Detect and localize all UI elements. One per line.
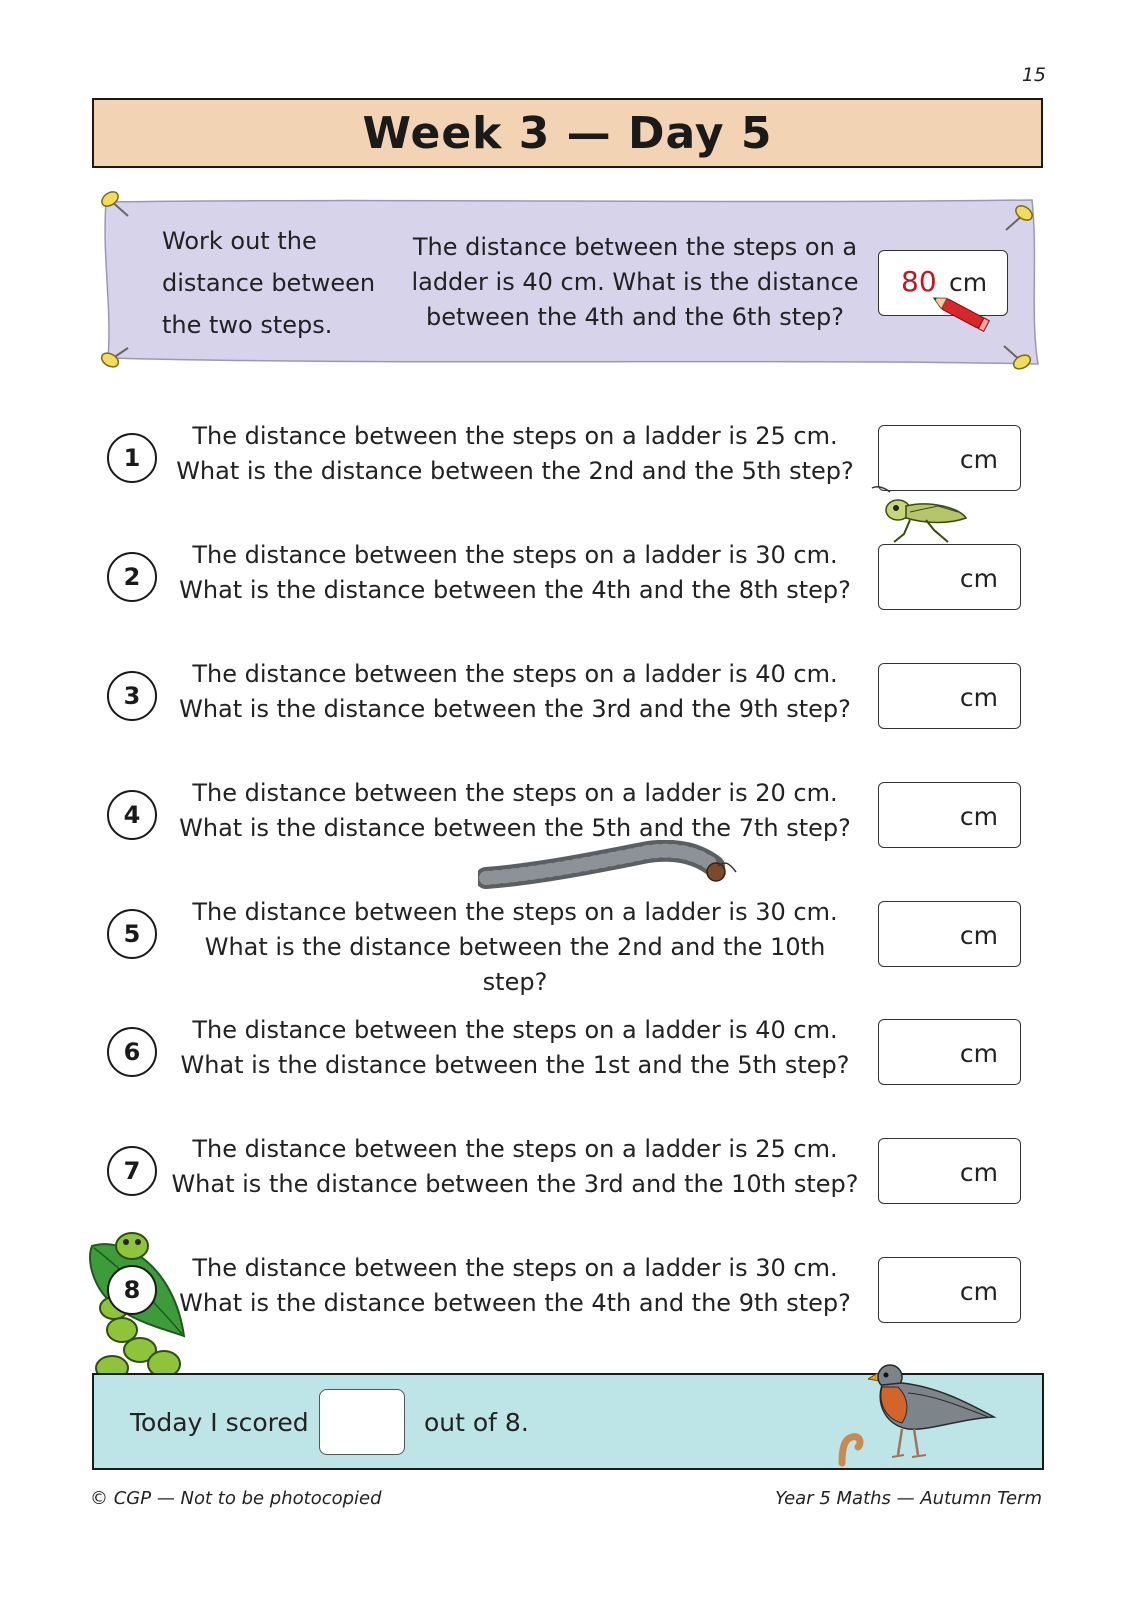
answer-unit: cm <box>959 445 998 474</box>
answer-unit: cm <box>959 921 998 950</box>
pin-icon <box>996 336 1036 376</box>
instruction-line: Work out the <box>162 227 317 255</box>
millipede-icon <box>478 840 740 896</box>
question-number: 7 <box>107 1146 157 1196</box>
question-line: The distance between the steps on a ladder is 30 cm. <box>192 898 838 926</box>
question-number: 3 <box>107 671 157 721</box>
question-text <box>170 538 860 608</box>
answer-box[interactable] <box>878 782 1021 848</box>
question-number: 1 <box>107 433 157 483</box>
pin-icon <box>998 200 1038 240</box>
score-bar <box>92 1373 1044 1470</box>
answer-unit: cm <box>959 1158 998 1187</box>
question-number: 2 <box>107 552 157 602</box>
question-line: What is the distance between the 3rd and the 10th step? <box>171 1170 859 1198</box>
question-line: The distance between the steps on a ladder is 40 cm. <box>192 660 838 688</box>
question-text <box>170 419 860 489</box>
answer-unit: cm <box>959 1277 998 1306</box>
pencil-icon <box>928 292 992 332</box>
score-label: Today I scored <box>130 1408 309 1437</box>
question-row <box>0 1013 1146 1093</box>
robin-icon <box>868 1359 998 1467</box>
question-row <box>0 657 1146 737</box>
question-row <box>0 538 1146 618</box>
question-number: 4 <box>107 790 157 840</box>
answer-unit: cm <box>959 1039 998 1068</box>
instruction-line: distance between <box>162 269 376 297</box>
example-instruction <box>162 220 382 346</box>
question-number: 8 <box>107 1265 157 1315</box>
question-line: What is the distance between the 4th and the 9th step? <box>179 1289 851 1317</box>
question-text <box>170 776 860 846</box>
instruction-line: the two steps. <box>162 311 333 339</box>
question-line: What is the distance between the 2nd and the 5th step? <box>176 457 854 485</box>
question-line: What is the distance between the 3rd and the 9th step? <box>179 695 851 723</box>
answer-box[interactable] <box>878 901 1021 967</box>
answer-box[interactable] <box>878 1019 1021 1085</box>
question-line: What is the distance between the 1st and the 5th step? <box>180 1051 850 1079</box>
pin-icon <box>96 186 136 226</box>
footer-course: Year 5 Maths — Autumn Term <box>775 1488 1042 1509</box>
grasshopper-icon <box>870 484 974 548</box>
question-text <box>170 1132 860 1202</box>
page-number: 15 <box>1021 64 1046 86</box>
question-line: The distance between the steps on a ladder is 30 cm. <box>192 541 838 569</box>
question-line: The distance between the steps on a <box>412 233 858 261</box>
title-bar <box>92 98 1043 168</box>
question-line: The distance between the steps on a ladder is 25 cm. <box>192 1135 838 1163</box>
answer-unit: cm <box>959 683 998 712</box>
worked-example-panel <box>100 196 1040 368</box>
answer-box[interactable] <box>878 1257 1021 1323</box>
footer-copyright: © CGP — Not to be photocopied <box>90 1488 382 1509</box>
question-line: between the 4th and the 6th step? <box>426 303 844 331</box>
question-line: The distance between the steps on a ladder is 30 cm. <box>192 1254 838 1282</box>
question-text <box>170 1251 860 1321</box>
question-row <box>0 1132 1146 1212</box>
example-question <box>400 230 870 335</box>
page-title: Week 3 — Day 5 <box>362 107 773 159</box>
score-out-of: out of 8. <box>424 1408 529 1437</box>
question-line: What is the distance between the 4th and the 8th step? <box>179 576 851 604</box>
question-line: The distance between the steps on a ladder is 20 cm. <box>192 779 838 807</box>
answer-unit: cm <box>959 564 998 593</box>
score-input-box[interactable] <box>319 1389 405 1455</box>
question-line: What is the distance between the 5th and the 7th step? <box>179 814 851 842</box>
question-row <box>0 419 1146 499</box>
question-number: 6 <box>107 1027 157 1077</box>
question-text <box>170 895 860 1000</box>
example-answer-value: 80 <box>901 265 937 298</box>
answer-box[interactable] <box>878 663 1021 729</box>
question-text <box>170 657 860 727</box>
pin-icon <box>98 336 138 376</box>
answer-box[interactable] <box>878 544 1021 610</box>
question-line: The distance between the steps on a ladder is 25 cm. <box>192 422 838 450</box>
question-line: ladder is 40 cm. What is the distance <box>411 268 859 296</box>
question-row <box>0 895 1146 996</box>
question-line: The distance between the steps on a ladder is 40 cm. <box>192 1016 838 1044</box>
example-answer-unit: cm <box>949 268 988 297</box>
question-line: What is the distance between the 2nd and the 10th step? <box>204 933 826 996</box>
answer-unit: cm <box>959 802 998 831</box>
question-row <box>0 1251 1146 1331</box>
answer-box[interactable] <box>878 1138 1021 1204</box>
question-number: 5 <box>107 909 157 959</box>
question-text <box>170 1013 860 1083</box>
answer-box[interactable] <box>878 425 1021 491</box>
